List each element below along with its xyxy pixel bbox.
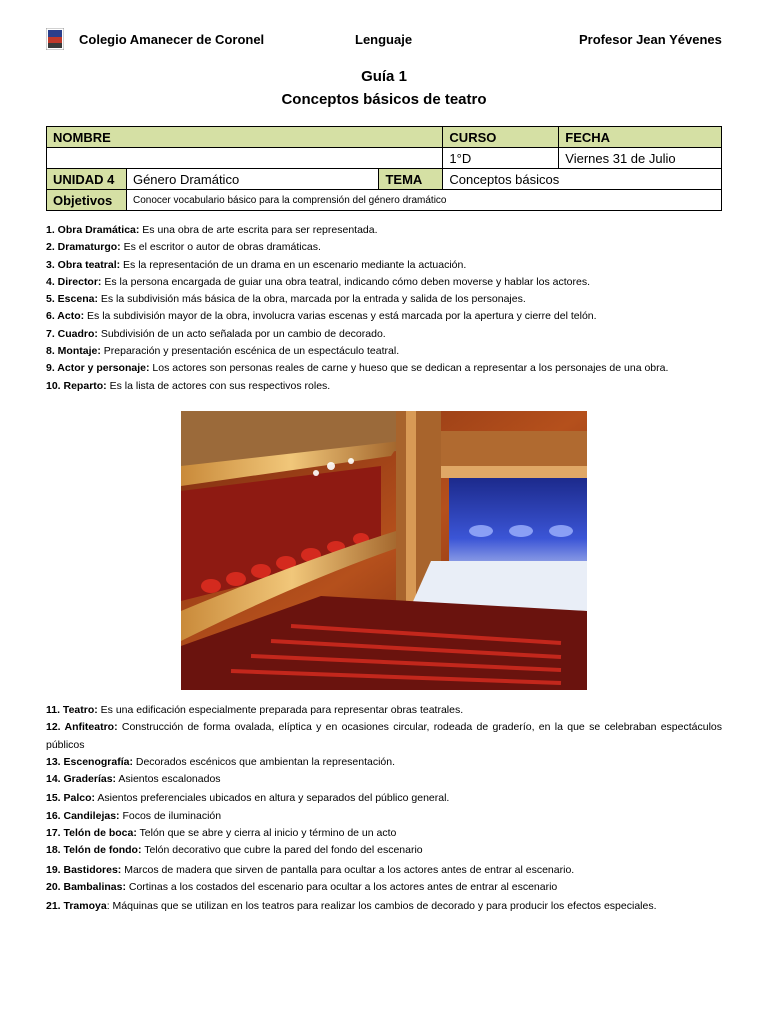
school-name: Colegio Amanecer de Coronel	[79, 32, 265, 47]
objetivos-label: Objetivos	[47, 190, 127, 211]
definition-item: 19. Bastidores: Marcos de madera que sirven de pantalla para ocultar a los actores antes de entrar al escenario.	[46, 863, 575, 876]
definition-item: 14. Graderías: Asientos escalonados	[46, 773, 221, 786]
guide-title: Guía 1	[361, 68, 407, 85]
definition-item: 12. Anfiteatro: Construcción de forma ovalada, elíptica y en ocasiones circular, rodeada de graderío, en la que se celebraban espectáculos públicos	[46, 721, 722, 751]
page-header	[0, 28, 768, 54]
definition-item: 8. Montaje: Preparación y presentación escénica de un espectáculo teatral.	[46, 345, 400, 358]
theater-interior-illustration	[181, 411, 587, 690]
nombre-header: NOMBRE	[47, 127, 443, 148]
definition-item: 16. Candilejas: Focos de iluminación	[46, 809, 222, 822]
definition-item: 10. Reparto: Es la lista de actores con sus respectivos roles.	[46, 379, 331, 392]
theater-photo	[181, 411, 587, 690]
school-logo-icon	[46, 28, 64, 50]
nombre-value[interactable]	[47, 148, 443, 169]
subject-name: Lenguaje	[355, 32, 413, 47]
definition-item: 2. Dramaturgo: Es el escritor o autor de obras dramáticas.	[46, 241, 321, 254]
definition-item: 6. Acto: Es la subdivisión mayor de la obra, involucra varias escenas y está marcada por la apertura y cierre del telón.	[46, 310, 597, 323]
curso-value: 1°D	[443, 148, 559, 169]
definition-item: 3. Obra teatral: Es la representación de un drama en un escenario mediante la actuación.	[46, 258, 467, 271]
definition-item: 11. Teatro: Es una edificación especialmente preparada para representar obras teatrales.	[46, 704, 464, 716]
definition-item: 21. Tramoya: Máquinas que se utilizan en los teatros para realizar los cambios de decorado y para producir los efectos especiales.	[46, 900, 657, 913]
definition-item: 7. Cuadro: Subdivisión de un acto señalada por un cambio de decorado.	[46, 327, 386, 340]
info-table-grid	[46, 126, 722, 211]
curso-header: CURSO	[443, 127, 559, 148]
definition-item: 13. Escenografía: Decorados escénicos que ambientan la representación.	[46, 755, 396, 768]
definition-item: 20. Bambalinas: Cortinas a los costados del escenario para ocultar a los actores antes de entrar al escenario	[46, 880, 558, 893]
fecha-value: Viernes 31 de Julio	[559, 148, 722, 169]
definition-item: 5. Escena: Es la subdivisión más básica de la obra, marcada por la entrada y salida de los personajes.	[46, 293, 526, 306]
teacher-name: Profesor Jean Yévenes	[579, 32, 722, 47]
definition-item: 4. Director: Es la persona encargada de guiar una obra teatral, indicando cómo deben moverse y hablar los actores.	[46, 275, 590, 288]
tema-value: Conceptos básicos	[443, 169, 722, 190]
tema-label: TEMA	[379, 169, 443, 190]
unidad-label: UNIDAD 4	[47, 169, 127, 190]
fecha-header: FECHA	[559, 127, 722, 148]
definition-item: 15. Palco: Asientos preferenciales ubicados en altura y separados del público general.	[46, 792, 450, 805]
definition-item: 1. Obra Dramática: Es una obra de arte escrita para ser representada.	[46, 224, 378, 236]
definitions-list-1	[46, 222, 722, 395]
objetivos-value: Conocer vocabulario básico para la comprensión del género dramático	[126, 190, 721, 211]
definition-item: 9. Actor y personaje: Los actores son personas reales de carne y hueso que se dedican a representar a los personajes de una obra.	[46, 362, 669, 375]
definition-item: 18. Telón de fondo: Telón decorativo que cubre la pared del fondo del escenario	[46, 844, 423, 857]
definitions-list-2	[46, 702, 722, 916]
unidad-value: Género Dramático	[126, 169, 379, 190]
guide-subtitle: Conceptos básicos de teatro	[281, 91, 487, 108]
definition-item: 17. Telón de boca: Telón que se abre y cierra al inicio y término de un acto	[46, 827, 397, 840]
